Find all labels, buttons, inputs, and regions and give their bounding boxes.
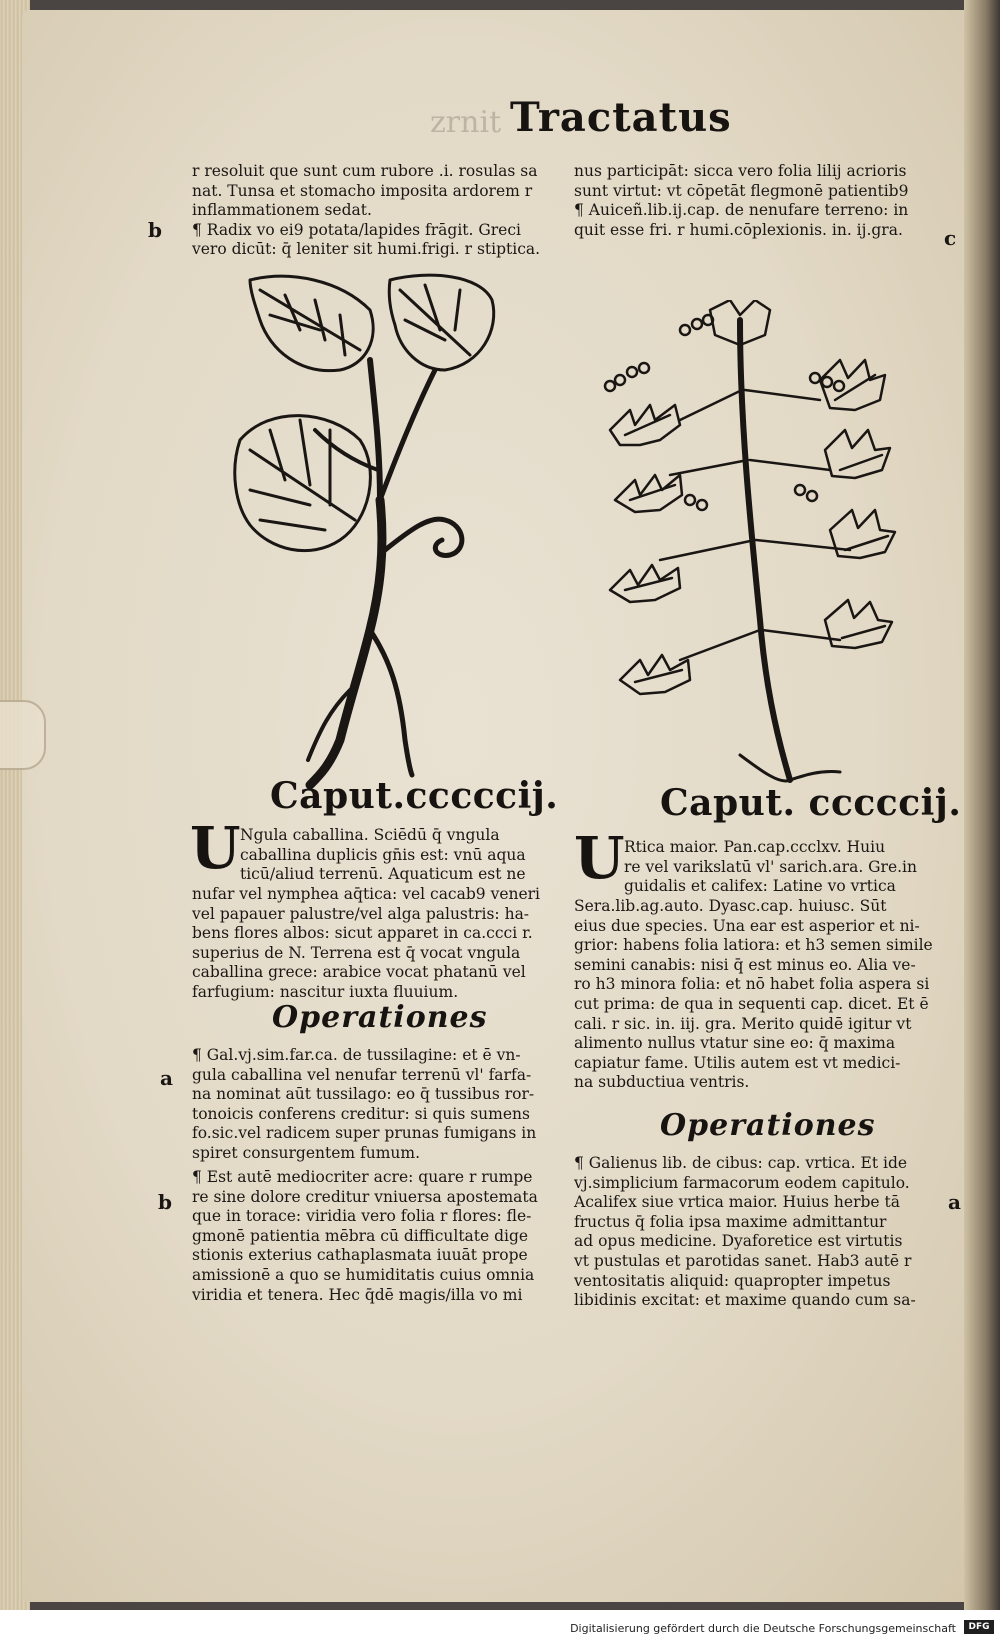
text-line: gmonē patientia mēbra cū difficultate dige (192, 1226, 529, 1245)
book-clip (0, 700, 46, 770)
text-line: fructus q̄ folia ipsa maxime admittantur (574, 1212, 887, 1231)
marginal-letter: a (948, 1190, 961, 1214)
marginal-letter: c (944, 226, 957, 250)
right-chapter-text (574, 897, 933, 1093)
text-line: vj.simplicium farmacorum eodem capitulo. (574, 1173, 910, 1192)
text-line: viridia et tenera. Hec q̄dē magis/illa vo mi (192, 1285, 523, 1304)
left-chapter-text-indented (240, 826, 526, 885)
text-line: na subductiua ventris. (574, 1073, 750, 1092)
text-line: superius de N. Terrena est q̄ vocat vngula (192, 943, 521, 962)
text-line: ticū/aliud terrenū. Aquaticum est ne (240, 865, 526, 884)
text-line: Ngula caballina. Sciēdū q̄ vngula (240, 826, 500, 844)
text-line: ¶ Radix vo ei9 potata/lapides frāgit. Greci (192, 220, 521, 239)
text-line: nat. Tunsa et stomacho imposita ardorem r (192, 181, 533, 200)
left-plant-woodcut (230, 270, 520, 790)
text-line: vero dicūt: q̄ leniter sit humi.frigi. r stiptica. (192, 240, 541, 259)
text-line: re sine dolore creditur vniuersa apostemata (192, 1187, 538, 1206)
text-line: cut prima: de qua in sequenti cap. dicet. Et ē (574, 994, 929, 1013)
marginal-letter: b (148, 218, 162, 242)
text-line: nus participāt: sicca vero folia lilij acrioris (574, 162, 907, 180)
text-line: ¶ Galienus lib. de cibus: cap. vrtica. Et ide (574, 1154, 908, 1172)
text-line: Rtica maior. Pan.cap.ccclxv. Huiu (624, 838, 886, 856)
text-line: guidalis et califex: Latine vo vrtica (624, 877, 896, 896)
text-line: que in torace: viridia vero folia r flores: fle- (192, 1207, 532, 1226)
text-line: caballina duplicis gn̄is est: vnū aqua (240, 845, 526, 864)
footer-credit: Digitalisierung gefördert durch die Deutsche Forschungsgemeinschaft (570, 1622, 956, 1635)
dfg-logo: DFG (964, 1620, 994, 1634)
text-line: bens flores albos: sicut apparet in ca.ccci r. (192, 924, 533, 943)
text-line: gula caballina vel nenufar terrenū vl' farfa- (192, 1065, 532, 1084)
left-dropcap: U (190, 814, 241, 882)
text-line: ¶ Auiceñ.lib.ij.cap. de nenufare terreno: in (574, 201, 909, 220)
text-line: ¶ Est autē mediocriter acre: quare r rumpe (192, 1168, 533, 1186)
marginal-letter: b (158, 1190, 172, 1214)
top-right-text (574, 162, 908, 240)
left-operationes-a (192, 1046, 536, 1164)
text-line: tonoicis conferens creditur: si quis sumens (192, 1104, 530, 1123)
left-chapter-text (192, 885, 540, 1003)
text-line: farfugium: nascitur iuxta fluuium. (192, 982, 459, 1001)
marginal-letter: a (160, 1066, 173, 1090)
text-line: caballina grece: arabice vocat phatanū vel (192, 963, 526, 982)
page-title: Tractatus (510, 94, 732, 141)
text-line: spiret consurgentem fumum. (192, 1143, 421, 1162)
text-line: ventositatis aliquid: quapropter impetus (574, 1271, 891, 1290)
left-operationes-heading: Operationes (272, 1000, 488, 1035)
text-line: inflammationem sedat. (192, 201, 372, 220)
text-line: cali. r sic. in. iij. gra. Merito quidē igitur vt (574, 1014, 912, 1033)
text-line: libidinis excitat: et maxime quando cum sa- (574, 1291, 916, 1310)
show-through-title: zrnit (430, 105, 502, 140)
text-line: eius due species. Una ear est asperior et ni- (574, 916, 920, 935)
text-line: re vel varikslatū vl' sarich.ara. Gre.in (624, 857, 918, 876)
text-line: ad opus medicine. Dyaforetice est virtutis (574, 1232, 903, 1251)
text-line: vel papauer palustre/vel alga palustris: ha- (192, 904, 530, 923)
text-line: capiatur fame. Utilis autem est vt medici- (574, 1053, 901, 1072)
right-chapter-heading: Caput. cccccij. (660, 782, 962, 824)
text-line: na nominat aūt tussilago: eo q̄ tussibus ror- (192, 1085, 535, 1104)
text-line: ro h3 minora folia: et nō habet folia aspera si (574, 975, 930, 994)
right-operationes (574, 1154, 916, 1311)
text-line: Sera.lib.ag.auto. Dyasc.cap. huiusc. Sūt (574, 897, 887, 915)
top-left-text (192, 162, 540, 260)
text-line: sunt virtut: vt cōpetāt flegmonē patientib9 (574, 181, 909, 200)
page-gutter-curl (964, 0, 1000, 1610)
left-chapter-heading: Caput.cccccij. (270, 775, 559, 817)
right-plant-woodcut (590, 300, 900, 800)
text-line: grior: habens folia latiora: et h3 semen simile (574, 936, 933, 955)
text-line: nufar vel nymphea aq̄tica: vel cacab9 veneri (192, 885, 541, 903)
text-line: quit esse fri. r humi.cōplexionis. in. ij.gra. (574, 220, 903, 239)
text-line: semini canabis: nisi q̄ est minus eo. Alia ve- (574, 955, 916, 974)
right-chapter-text-indented (624, 838, 917, 897)
text-line: amissionē a quo se humiditatis cuius omnia (192, 1265, 535, 1284)
text-line: alimento nullus vtatur sine eo: q̄ maxima (574, 1034, 896, 1053)
text-line: ¶ Gal.vj.sim.far.ca. de tussilagine: et ē vn- (192, 1046, 521, 1064)
text-line: Acalifex siue vrtica maior. Huius herbe tā (574, 1193, 900, 1212)
text-line: vt pustulas et parotidas sanet. Hab3 autē r (574, 1251, 912, 1270)
text-line: r resoluit que sunt cum rubore .i. rosulas sa (192, 162, 538, 180)
right-operationes-heading: Operationes (660, 1108, 876, 1143)
right-dropcap: U (574, 824, 625, 892)
text-line: stionis exterius cathaplasmata iuuāt prope (192, 1246, 528, 1265)
left-operationes-b (192, 1168, 538, 1305)
text-line: fo.sic.vel radicem super prunas fumigans in (192, 1124, 537, 1143)
